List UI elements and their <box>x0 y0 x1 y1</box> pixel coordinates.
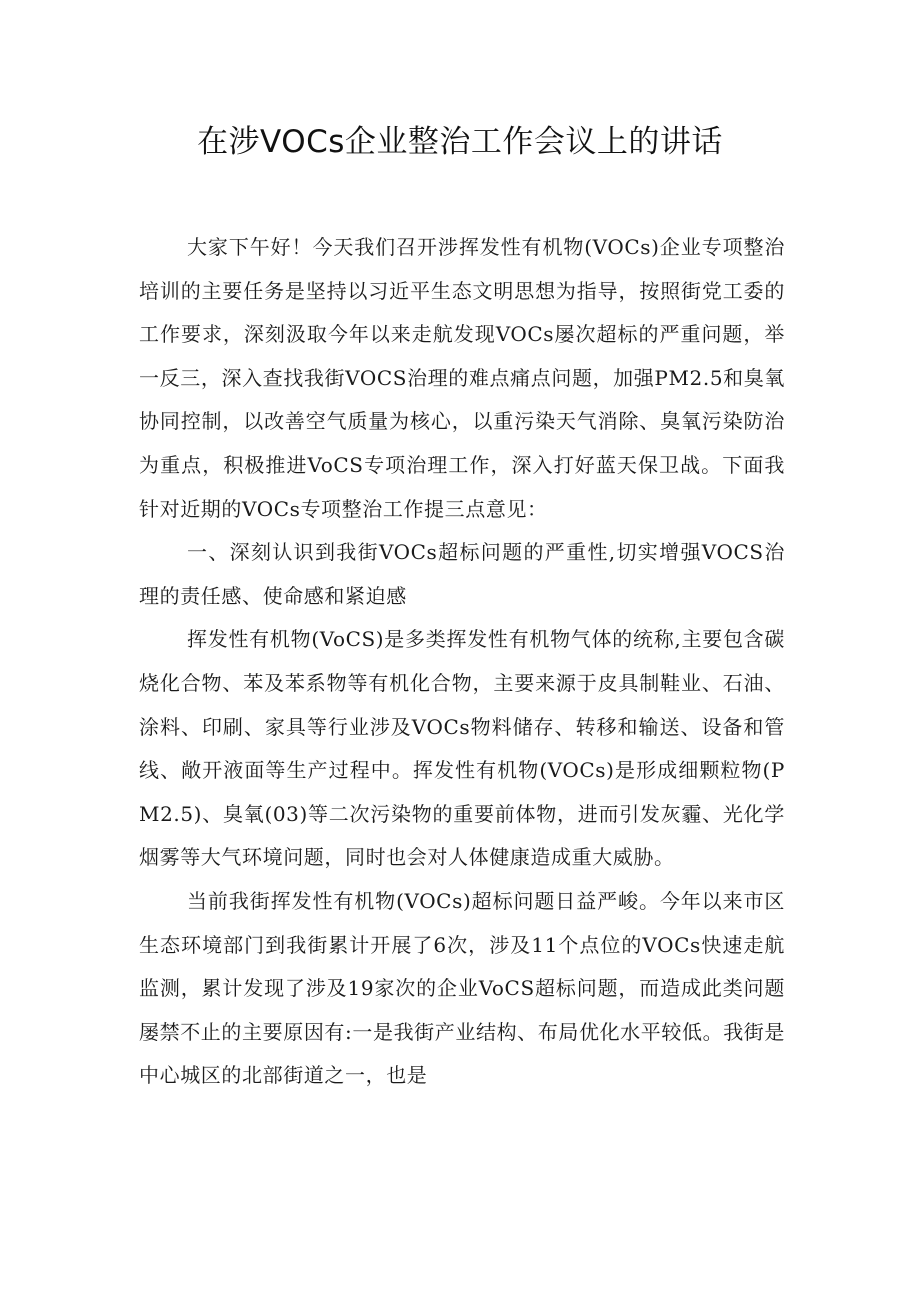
document-title: 在涉VOCs企业整治工作会议上的讲话 <box>197 124 723 160</box>
paragraph-opening-remarks: 大家下午好！今天我们召开涉挥发性有机物(VOCs)企业专项整治培训的主要任务是坚持以习近平生态文明思想为指导，按照街党工委的工作要求，深刻汲取今年以来走航发现VOCs屡次超标的严重问题，举一反三，深入查找我街VOCS治理的难点痛点问题，加强PM2.5和臭氧协同控制，以改善空气质量为核心，以重污染天气消除、臭氧污染防治为重点，积极推进VoCS专项治理工作，深入打好蓝天保卫战。下面我针对近期的VOCs专项整治工作提三点意见： <box>139 235 785 521</box>
paragraph-current-situation: 当前我街挥发性有机物(VOCs)超标问题日益严峻。今年以来市区生态环境部门到我街累计开展了6次，涉及11个点位的VOCs快速走航监测，累计发现了涉及19家次的企业VoCS超标问题，而造成此类问题屡禁不止的主要原因有:一是我街产业结构、布局优化水平较低。我街是中心城区的北部街道之一，也是 <box>139 888 785 1088</box>
document-body <box>139 226 785 1098</box>
paragraph-vocs-definition: 挥发性有机物(VoCS)是多类挥发性有机物气体的统称,主要包含碳烧化合物、苯及苯系物等有机化合物，主要来源于皮具制鞋业、石油、涂料、印刷、家具等行业涉及VOCs物料储存、转移和输送、设备和管线、敞开液面等生产过程中。挥发性有机物(VOCs)是形成细颗粒物(PM2.5)、臭氧(03)等二次污染物的重要前体物，进而引发灰霾、光化学烟雾等大气环境问题，同时也会对人体健康造成重大威胁。 <box>139 627 785 870</box>
section-heading-one: 一、深刻认识到我街VOCs超标问题的严重性,切实增强VOCS治理的责任感、使命感和紧迫感 <box>139 540 785 608</box>
